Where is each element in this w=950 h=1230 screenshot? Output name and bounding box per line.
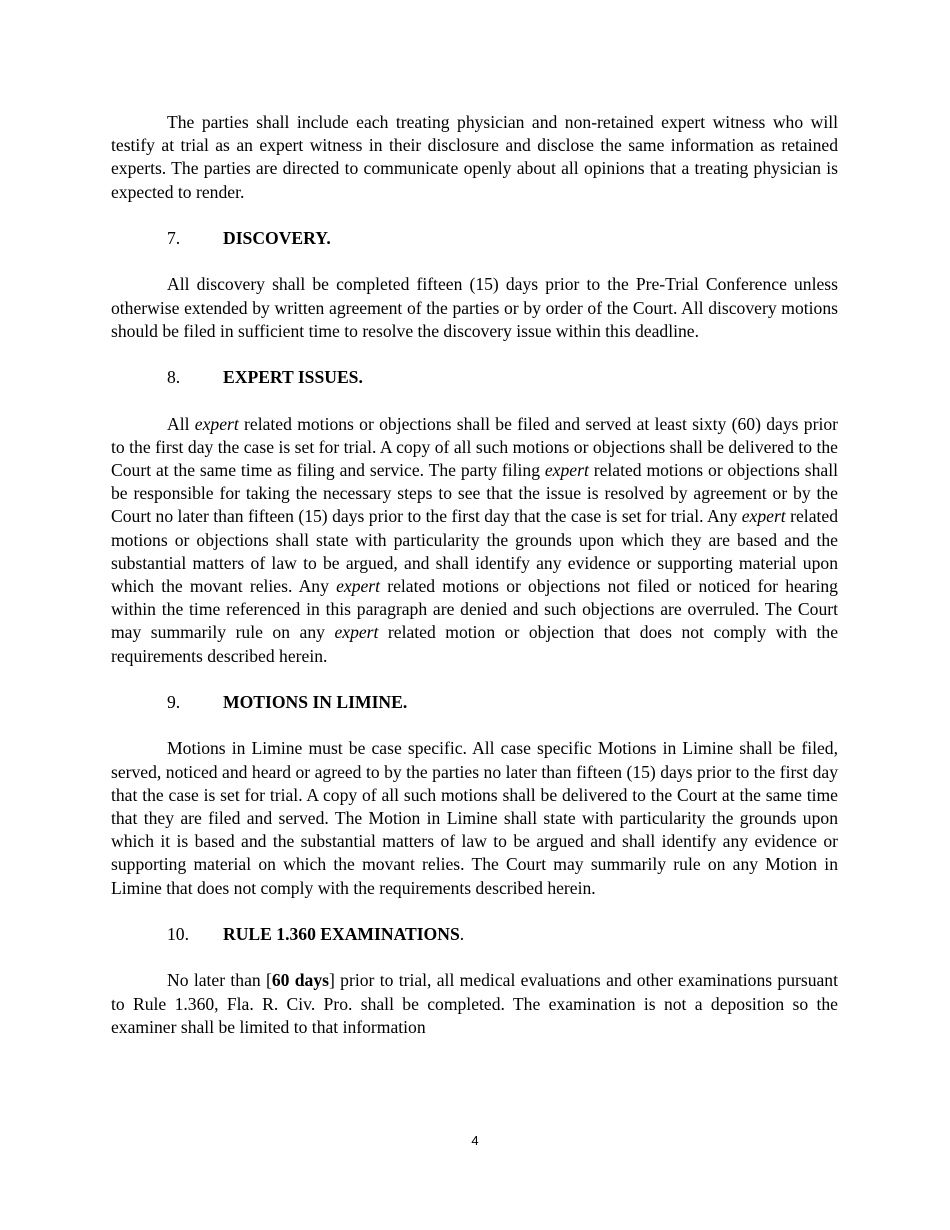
section-8-heading [111, 366, 838, 389]
section-title: EXPERT ISSUES. [223, 367, 363, 388]
intro-paragraph: The parties shall include each treating physician and non-retained expert witness who will testify at trial as an expert witness in their disclosure and disclose the same information as retained experts. The parties are directed to communicate openly about all opinions that a treating physician is expected to render. [111, 112, 838, 202]
section-title-suffix: . [459, 924, 465, 944]
spacer [111, 946, 838, 969]
text-run: related motions or objections shall be filed and served at least sixty (60) days prior to the first day the case is set for trial. A copy of all such motions or objections shall be delivered to the Court at the same time as filing and service. The party filing [111, 413, 838, 480]
section-number: 10. [167, 924, 189, 944]
italic-term: expert [194, 413, 239, 434]
section-7-heading [111, 227, 838, 250]
section-number: 8. [167, 367, 181, 388]
text-run: All [167, 413, 195, 434]
spacer [111, 900, 838, 923]
section-8-body [111, 413, 838, 668]
text-run: related motion or objection that does not comply with the requirements described herein. [111, 622, 839, 666]
italic-term: expert [336, 576, 381, 596]
spacer [111, 389, 838, 412]
spacer [111, 204, 838, 227]
spacer [111, 250, 838, 273]
spacer [111, 714, 838, 737]
document-page [111, 111, 838, 1039]
text-run: No later than [ [167, 970, 272, 991]
section-9-body: Motions in Limine must be case specific. All case specific Motions in Limine shall be filed, served, noticed and heard or agreed to by the parties no later than fifteen (15) days prior to the first day that the case is set for trial. A copy of all such motions shall be delivered to the Court at the same time that they are filed and served. The Motion in Limine shall state with particularity the grounds upon which it is based and the substantial matters of law to be argued and shall identify any evidence or supporting material on which the movant relies. The Court may summarily rule on any Motion in Limine that does not comply with the requirements described herein. [111, 738, 838, 898]
page-number: 4 [471, 1133, 479, 1148]
section-number: 9. [167, 692, 181, 712]
spacer [111, 343, 838, 366]
text-run: related motions or objections shall be responsible for taking the necessary steps to see that the issue is resolved by agreement or by the Court no later than fifteen (15) days prior to the first day that the case is set for trial. Any [111, 459, 838, 527]
italic-term: expert [544, 459, 589, 480]
italic-term: expert [741, 506, 786, 527]
section-10-heading [111, 923, 838, 946]
section-title: DISCOVERY. [223, 228, 331, 248]
section-number: 7. [167, 228, 181, 248]
section-title: RULE 1.360 EXAMINATIONS [223, 924, 460, 944]
section-title: MOTIONS IN LIMINE. [223, 692, 408, 712]
bold-term: 60 days [271, 970, 329, 991]
spacer [111, 668, 838, 691]
text-run: related motions or objections shall state with particularity the grounds upon which they are based and the substantial matters of law to be argued, and shall identify any evidence or supporting material upon which the movant relies. Any [111, 506, 838, 596]
italic-term: expert [334, 622, 379, 643]
section-7-body: All discovery shall be completed fifteen (15) days prior to the Pre-Trial Conference unless otherwise extended by written agreement of the parties or by order of the Court. All discovery motions should be filed in sufficient time to resolve the discovery issue within this deadline. [111, 274, 838, 341]
text-run: related motions or objections not filed or noticed for hearing within the time referenced in this paragraph are denied and such objections are overruled. The Court may summarily rule on any [111, 576, 838, 643]
text-run: ] prior to trial, all medical evaluations and other examinations pursuant to Rule 1.360, Fla. R. Civ. Pro. shall be completed. The examination is not a deposition so the examiner shall be limited to that information [111, 970, 838, 1037]
section-9-heading [111, 691, 838, 714]
section-10-body [111, 969, 838, 1039]
